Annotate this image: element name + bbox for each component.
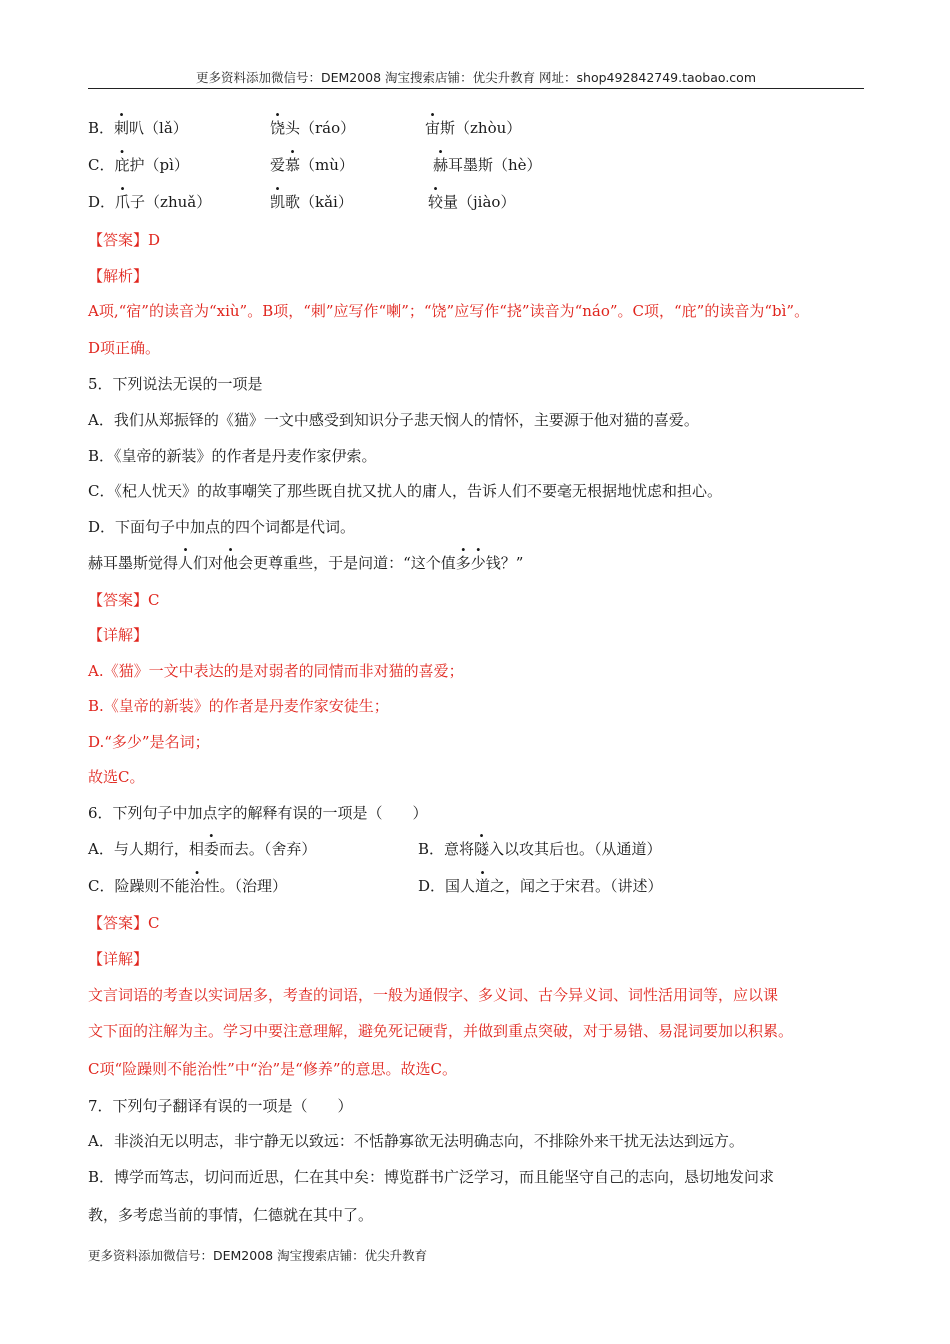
option-text: 量（jiào） bbox=[443, 193, 516, 211]
option-label: D． bbox=[88, 193, 116, 211]
q7-option-b-line2: 教，多考虑当前的事情，仁德就在其中了。 bbox=[88, 1206, 374, 1224]
sentence-text: 们对 bbox=[193, 554, 224, 572]
q4-b-word2 bbox=[270, 118, 355, 138]
q6-answer: 【答案】C bbox=[88, 914, 160, 932]
dotted-char: 爪 bbox=[115, 193, 131, 211]
option-label: C． bbox=[88, 156, 115, 174]
q5-option-a: A．我们从郑振铎的《猫》一文中感受到知识分子悲天悯人的情怀，主要源于他对猫的喜爱。 bbox=[88, 411, 699, 429]
q4-analysis-line2: D项正确。 bbox=[88, 339, 161, 357]
q4-analysis-label: 【解析】 bbox=[88, 267, 149, 285]
q7-option-a: A．非淡泊无以明志，非宁静无以致远：不恬静寡欲无法明确志向，不排除外来干扰无法达到远方。 bbox=[88, 1132, 744, 1150]
q5-option-b: B．《皇帝的新装》的作者是丹麦作家伊索。 bbox=[88, 447, 377, 465]
q4-option-b bbox=[88, 118, 188, 138]
dotted-char: 道 bbox=[475, 877, 491, 895]
option-text: 性。（治理） bbox=[204, 877, 288, 895]
q6-detail-line1: 文言词语的考查以实词居多，考查的词语，一般为通假字、多义词、古今异义词、词性活用词等，应以课 bbox=[88, 986, 779, 1004]
q6-option-c bbox=[88, 876, 287, 896]
q5-detail-line2: B.《皇帝的新装》的作者是丹麦作家安徒生； bbox=[88, 697, 389, 715]
option-text: A．与人期行，相 bbox=[88, 840, 204, 858]
dotted-char: 凯 bbox=[270, 193, 286, 211]
q5-option-d: D．下面句子中加点的四个词都是代词。 bbox=[88, 518, 356, 536]
option-text: B．意将 bbox=[418, 840, 475, 858]
q6-detail-line2: 文下面的注解为主。学习中要注意理解，避免死记硬背，并做到重点突破，对于易错、易混词要加以积累。 bbox=[88, 1022, 794, 1040]
option-label: B． bbox=[88, 119, 115, 137]
q5-stem: 5．下列说法无误的一项是 bbox=[88, 375, 263, 393]
option-text: 斯（zhòu） bbox=[440, 119, 522, 137]
q4-analysis-line1: A项,“宿”的读音为“xiù”。B项，“刺”应写作“喇”；“饶”应写作“挠”读音为“náo”。C项，“庇”的读音为“bì”。 bbox=[88, 302, 810, 320]
q5-detail-line1: A.《猫》一文中表达的是对弱者的同情而非对猫的喜爱； bbox=[88, 662, 464, 680]
q6-detail-label: 【详解】 bbox=[88, 950, 149, 968]
option-text: 入以攻其后也。（从通道） bbox=[489, 840, 662, 858]
option-text: 叭（lǎ） bbox=[129, 119, 188, 137]
page-footer: 更多资料添加微信号：DEM2008 淘宝搜索店铺：优尖升教育 bbox=[88, 1248, 428, 1263]
q4-d-word2 bbox=[270, 192, 353, 212]
q4-b-word3 bbox=[425, 118, 521, 138]
q4-option-d bbox=[88, 192, 211, 212]
sentence-text: 会更尊重些，于是问道：“这个值 bbox=[238, 554, 456, 572]
q4-c-word2 bbox=[270, 155, 354, 175]
q5-sentence bbox=[88, 553, 523, 573]
q5-option-c: C．《杞人忧天》的故事嘲笑了那些既自扰又扰人的庸人，告诉人们不要毫无根据地忧虑和担心。 bbox=[88, 482, 722, 500]
dotted-char: 宙 bbox=[425, 119, 441, 137]
dotted-char: 治 bbox=[189, 877, 205, 895]
q6-option-d bbox=[418, 876, 663, 896]
option-text: 耳墨斯（hè） bbox=[448, 156, 542, 174]
dotted-char: 慕 bbox=[285, 156, 301, 174]
q5-detail-label: 【详解】 bbox=[88, 626, 149, 644]
option-text: 而去。（舍弃） bbox=[218, 840, 317, 858]
q7-stem: 7．下列句子翻译有误的一项是（ ） bbox=[88, 1097, 353, 1115]
option-text: C．险躁则不能 bbox=[88, 877, 190, 895]
option-text: 头（ráo） bbox=[285, 119, 356, 137]
dotted-char: 饶 bbox=[270, 119, 286, 137]
sentence-text: 赫耳墨斯觉得 bbox=[88, 554, 179, 572]
q6-detail-line3: C项“险躁则不能治性”中“治”是“修养”的意思。故选C。 bbox=[88, 1060, 457, 1078]
dotted-char: 较 bbox=[428, 193, 444, 211]
q6-option-a bbox=[88, 839, 316, 859]
option-text: （mù） bbox=[300, 156, 354, 174]
option-text: 护（pì） bbox=[129, 156, 189, 174]
q6-stem: 6．下列句子中加点字的解释有误的一项是（ ） bbox=[88, 804, 428, 822]
option-text: 子（zhuǎ） bbox=[130, 193, 212, 211]
dotted-char: 隧 bbox=[474, 840, 490, 858]
q5-answer: 【答案】C bbox=[88, 591, 160, 609]
option-text: 歌（kǎi） bbox=[285, 193, 353, 211]
page-header: 更多资料添加微信号：DEM2008 淘宝搜索店铺：优尖升教育 网址：shop492842749.taobao.com bbox=[88, 68, 864, 89]
option-text: 爱 bbox=[270, 156, 286, 174]
q4-c-word3 bbox=[433, 155, 542, 175]
dotted-char: 多 bbox=[455, 554, 471, 572]
dotted-char: 赫 bbox=[433, 156, 449, 174]
q5-detail-line4: 故选C。 bbox=[88, 768, 145, 786]
option-text: D．国人 bbox=[418, 877, 476, 895]
dotted-char: 少 bbox=[470, 554, 486, 572]
q4-answer: 【答案】D bbox=[88, 231, 161, 249]
q4-d-word3 bbox=[428, 192, 515, 212]
dotted-char: 委 bbox=[203, 840, 219, 858]
dotted-char: 他 bbox=[223, 554, 239, 572]
dotted-char: 人 bbox=[178, 554, 194, 572]
q5-detail-line3: D.“多少”是名词； bbox=[88, 733, 210, 751]
q7-option-b-line1: B．博学而笃志，切问而近思，仁在其中矣：博览群书广泛学习，而且能坚守自己的志向，恳切地发问求 bbox=[88, 1168, 775, 1186]
q6-option-b bbox=[418, 839, 662, 859]
sentence-text: 钱？” bbox=[485, 554, 524, 572]
dotted-char: 刺 bbox=[114, 119, 130, 137]
dotted-char: 庇 bbox=[114, 156, 130, 174]
q4-option-c bbox=[88, 155, 189, 175]
option-text: 之，闻之于宋君。（讲述） bbox=[490, 877, 663, 895]
